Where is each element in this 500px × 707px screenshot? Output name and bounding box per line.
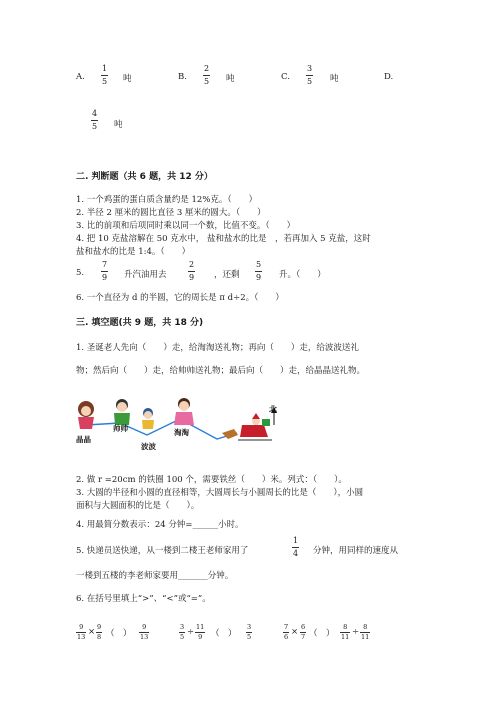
judge-q6: 6. 一个直径为 d 的半圆，它的周长是 π d÷2。（ ） <box>76 293 284 303</box>
judge-q3: 3. 比的前项和后项同时乘以同一个数，比值不变。（ ） <box>76 221 296 231</box>
fill-q4: 4. 用最简分数表示：24 分钟=______小时。 <box>76 520 244 530</box>
fill-q5-text-2: 分钟，用同样的速度从 <box>313 546 399 556</box>
cmp2-frac-r: 3 5 <box>247 623 252 641</box>
map-label-bobo: 波波 <box>141 442 156 451</box>
option-b-label: B. <box>178 72 187 82</box>
option-a-fraction: 1 5 <box>102 64 108 86</box>
judge-q5-fraction-1: 7 9 <box>102 260 108 282</box>
option-b-unit: 吨 <box>226 74 235 84</box>
map-label-jingjing: 晶晶 <box>76 435 91 444</box>
jingjing-figure <box>78 401 94 429</box>
cmp1-operator: × <box>88 627 96 637</box>
judge-q4-line1: 4. 把 10 克盐溶解在 50 克水中， 盐和盐水的比是 ，若再加入 5 克盐，这时 <box>76 234 371 244</box>
option-c-label: C. <box>281 72 290 82</box>
section3-title: 三. 填空题(共 9 题，共 18 分) <box>76 318 204 328</box>
cmp2-operator: ÷ <box>187 627 195 637</box>
cmp1-frac-b: 9 8 <box>97 623 102 641</box>
judge-q5-number: 5. <box>76 268 85 278</box>
option-d-label: D. <box>384 72 394 82</box>
fill-q5-line2: 一楼到五楼的李老师家要用_______分钟。 <box>76 571 234 581</box>
judge-q4-line2: 盐和盐水的比是 1:4。（ ） <box>76 247 191 257</box>
option-a-label: A. <box>76 72 85 82</box>
fill-q1-line1: 1. 圣诞老人先向（ ）走，给淘淘送礼物；再向（ ）走，给波波送礼 <box>76 343 359 353</box>
cmp3-frac-b: 6 7 <box>301 623 306 641</box>
fill-q2: 2. 做 r =20cm 的铁圈 100 个，需要铁丝（ ）米。列式：（ ）。 <box>76 475 347 485</box>
cmp3-frac-r2: 8 11 <box>361 623 370 641</box>
section2-title: 二. 判断题（共 6 题，共 12 分） <box>76 172 213 182</box>
judge-q5-text-3: 升。（ ） <box>279 270 326 280</box>
option-d-unit: 吨 <box>114 120 123 130</box>
cmp2-frac-b: 11 9 <box>196 623 205 641</box>
map-label-shuaishuai: 帅帅 <box>113 424 128 433</box>
judge-q2: 2. 半径 2 厘米的圆比直径 3 厘米的圆大。（ ） <box>76 208 266 218</box>
santa-sleigh <box>222 413 272 440</box>
fill-q6: 6. 在括号里填上“>”、“<”或“=”。 <box>76 594 211 604</box>
cmp3-frac-r: 8 11 <box>341 623 350 641</box>
fill-q3-line2: 面积与大圆面积的比是（ ）。 <box>76 501 200 511</box>
cmp1-frac-r: 9 13 <box>140 623 149 641</box>
map-north-label: 北 <box>269 404 277 414</box>
bobo-figure <box>142 408 154 429</box>
judge-q1: 1. 一个鸡蛋的蛋白质含量约是 12%克。（ ） <box>76 195 258 205</box>
judge-q5-fraction-2: 2 9 <box>189 260 195 282</box>
cmp1-frac-a: 9 13 <box>77 623 86 641</box>
judge-q5-text-1: 升汽油用去 <box>124 270 167 280</box>
option-b-fraction: 2 5 <box>204 64 210 86</box>
fill-q5-text-1: 5. 快递员送快递，从一楼到二楼王老师家用了 <box>76 546 249 556</box>
judge-q5-fraction-3: 5 9 <box>256 260 262 282</box>
fill-q3-line1: 3. 大圆的半径和小圆的直径相等，大圆周长与小圆周长的比是（ ），小圆 <box>76 488 364 498</box>
shuaishuai-figure <box>114 399 130 425</box>
option-d-fraction: 4 5 <box>92 109 98 131</box>
taotao-figure <box>174 398 194 425</box>
option-a-unit: 吨 <box>123 74 132 84</box>
cmp2-frac-a: 3 5 <box>180 623 185 641</box>
option-c-fraction: 3 5 <box>307 64 313 86</box>
cmp3-frac-a: 7 6 <box>284 623 289 641</box>
cmp2-blank[interactable]: （ ） <box>211 629 237 639</box>
cmp3-operator-2: ÷ <box>352 627 360 637</box>
option-c-unit: 吨 <box>330 74 339 84</box>
map-label-taotao: 淘淘 <box>174 428 189 437</box>
fill-q5-fraction: 1 4 <box>293 536 299 558</box>
cmp1-blank[interactable]: （ ） <box>106 629 132 639</box>
cmp3-operator: × <box>291 627 299 637</box>
judge-q5-text-2: ，还剩 <box>214 270 240 280</box>
cmp3-blank[interactable]: （ ） <box>309 629 335 639</box>
fill-q1-line2: 物；然后向（ ）走，给帅帅送礼物；最后向（ ）走，给晶晶送礼物。 <box>76 366 366 376</box>
